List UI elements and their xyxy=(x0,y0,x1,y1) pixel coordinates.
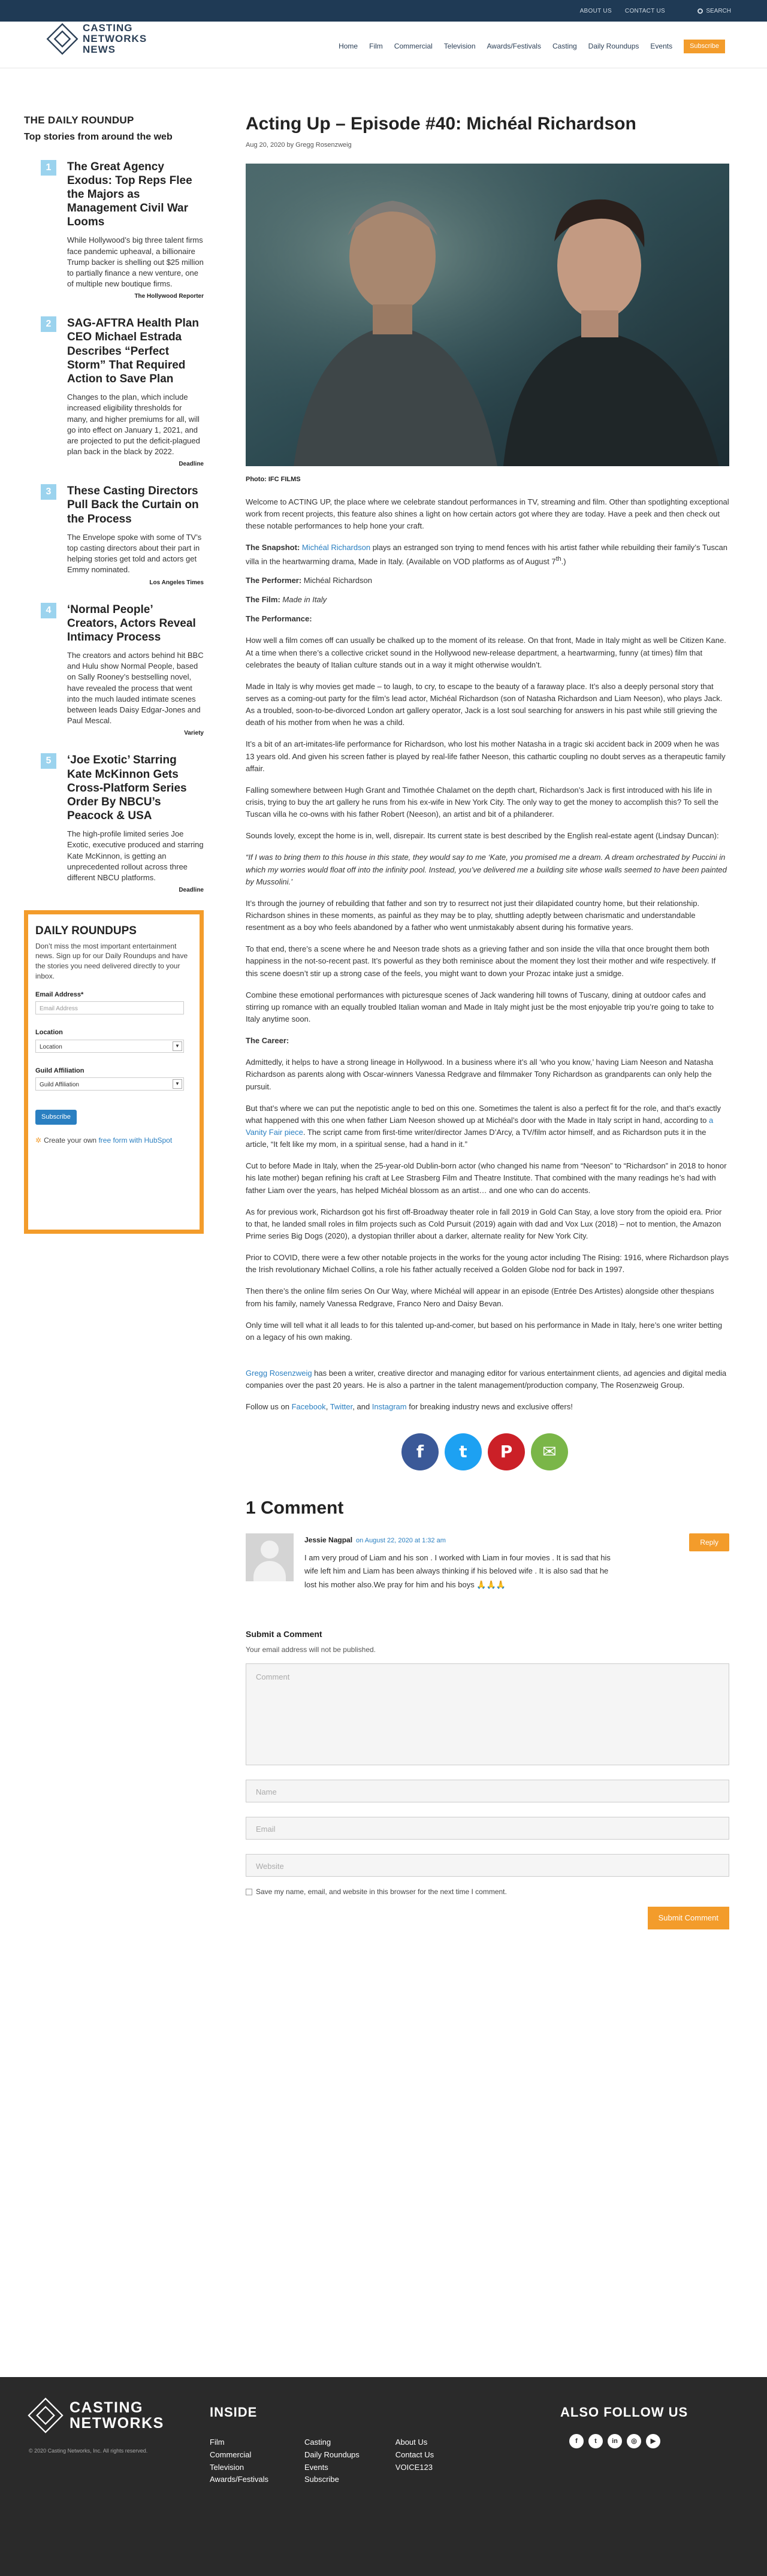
roundup-story xyxy=(24,753,204,895)
story-source: Variety xyxy=(184,730,204,737)
story-number: 2 xyxy=(41,316,56,332)
footer-inside-heading: INSIDE xyxy=(210,2405,258,2420)
top-utility-bar xyxy=(0,0,767,22)
guild-label: Guild Affiliation xyxy=(35,1067,84,1074)
performance-paragraph-1: How well a film comes off can usually be chalked up to the moment of its release. On that front, Made in Italy might as well be Citizen Kane. At a time when there’s a collective cricket sound in the Hollywood new-release department, a heartwarming, funny (at times) film that celebrates the beauty of Italian culture stands out in a way it might otherwise wouldn’t. xyxy=(246,636,726,669)
snapshot-text: plays an estranged son trying to mend fences with his artist father while rebuilding their family’s Tuscan villa in the heartwarming drama, Made in Italy. (Available on VOD platforms as of August 7 xyxy=(246,543,727,566)
performance-heading: The Performance: xyxy=(246,614,312,624)
signup-title: DAILY ROUNDUPS xyxy=(35,925,137,938)
career-paragraph-3: Cut to before Made in Italy, when the 25-year-old Dublin-born actor (who changed his name from “Neeson” to “Richardson” in 2018 to honor his late mother) began refining his craft at Lee Strasberg Film and Theatre Institute. That combined with the many readings he’s had with father Liam over the years, has helped Michéal blossom as an artist… and one who can do accents. xyxy=(246,1161,727,1195)
article xyxy=(246,113,729,1929)
guild-select[interactable] xyxy=(35,1077,184,1091)
nav-commercial[interactable]: Commercial xyxy=(394,42,433,51)
nav-home[interactable]: Home xyxy=(339,42,358,51)
story-summary: The high-profile limited series Joe Exotic, executive produced and starring Kate McKinnon, is getting an unprecedented rollout across three different NBCU platforms. xyxy=(67,829,204,882)
career-heading: The Career: xyxy=(246,1036,289,1046)
author-bio-text: has been a writer, creative director and managing editor for various entertainment clients, ad agencies and digital media companies over the past 20 years. He is also a partner in the talent management/production company, The Rosenzweig Group. xyxy=(246,1368,727,1390)
footer-link-commercial[interactable]: Commercial xyxy=(210,2450,252,2459)
linkedin-icon[interactable]: in xyxy=(608,2434,622,2448)
avatar xyxy=(246,1533,294,1581)
story-summary: The creators and actors behind hit BBC and Hulu show Normal People, based on Sally Rooney’s bestselling novel, have revealed the process that went into the much lauded intimate scenes between leads Daisy Edgar-Jones and Paul Mescal. xyxy=(67,651,204,726)
about-link[interactable]: ABOUT US xyxy=(579,8,612,14)
actor-link[interactable]: Michéal Richardson xyxy=(301,543,371,552)
footer-logo[interactable] xyxy=(29,2399,164,2432)
comment-form-heading: Submit a Comment xyxy=(246,1629,322,1639)
nav-awards[interactable]: Awards/Festivals xyxy=(487,42,541,51)
story-title[interactable]: ‘Normal People’ Creators, Actors Reveal Intimacy Process xyxy=(67,603,196,644)
search-label: SEARCH xyxy=(706,8,731,14)
roundup-story xyxy=(24,603,204,738)
performance-paragraph-5: Sounds lovely, except the home is in, well, disrepair. Its current state is best described by the English real-estate agent (Lindsay Duncan): xyxy=(246,831,719,841)
roundup-story xyxy=(24,484,204,587)
footer-column-1 xyxy=(210,2436,268,2486)
follow-text: Follow us on xyxy=(246,1402,292,1412)
sidebar xyxy=(24,113,204,1234)
article-intro: Welcome to ACTING UP, the place where we celebrate standout performances in TV, streaming and film. Other than spotlighting exceptional work from recent projects, this feature also shines a light on how certain actors got where they are today. Have a peek and then check out these notable performances to help hone your craft. xyxy=(246,497,729,531)
film-label: The Film: xyxy=(246,595,280,605)
snapshot-end: .) xyxy=(561,556,566,566)
footer-copyright: © 2020 Casting Networks, Inc. All rights reserved. xyxy=(29,2448,148,2454)
reply-button[interactable]: Reply xyxy=(689,1533,729,1551)
comment xyxy=(246,1533,729,1623)
article-photo xyxy=(246,164,729,466)
performance-paragraph-3: It’s a bit of an art-imitates-life performance for Richardson, who lost his mother Natasha in a tragic ski accident back in 2009 when he was 13 years old. And given his screen father is played by real-life father Neeson, this cathartic coupling no doubt serves as a therapeutic family affair. xyxy=(246,739,726,773)
story-source: Los Angeles Times xyxy=(149,579,204,586)
logo-line-2: NETWORKS xyxy=(83,32,147,44)
save-info-checkbox[interactable] xyxy=(246,1889,252,1895)
follow-and: , and xyxy=(352,1402,372,1412)
location-select[interactable] xyxy=(35,1040,184,1053)
career-paragraph-6: Then there’s the online film series On Our Way, where Michéal will appear in an episode (Entrée Des Artistes) alongside other thespians from his family, namely Vanessa Redgrave, Franco Nero and Daisy Bevan. xyxy=(246,1287,714,1308)
career-paragraph-5: Prior to COVID, there were a few other notable projects in the works for the young actor including The Rising: 1916, where Richardson plays the Irish revolutionary Michael Collins, a role his father actually received a Golden Globe nod for back in 1997. xyxy=(246,1253,729,1275)
facebook-share-icon[interactable]: f xyxy=(401,1433,439,1470)
performance-paragraph-6: It’s through the journey of rebuilding that father and son try to resurrect not just their dilapidated country home, but their relationship. Richardson shines in these moments, as painful as they may be to play, shuttling adeptly between charismatic and understandable resentment as a boy who feels abandoned by a father who went unmistakably absent during his formative years. xyxy=(246,898,700,932)
signup-text: Don’t miss the most important entertainment news. Sign up for our Daily Roundups and have the stories you need delivered directly to your inbox. xyxy=(35,941,188,981)
footer-link-television[interactable]: Television xyxy=(210,2462,244,2472)
guild-value: Guild Affiliation xyxy=(40,1082,79,1089)
comment-text: I am very proud of Liam and his son . I worked with Liam in four movies . It is sad that his wife left him and Liam has been always thinking if his beloved wife . It is also sad that he lost his mother also.We pray for him and his boys 🙏🙏🙏 xyxy=(304,1553,611,1589)
footer-inside xyxy=(210,2402,434,2486)
roundup-story xyxy=(24,160,204,301)
story-summary: The Envelope spoke with some of TV’s top casting directors about their part in helping stories get told and actors get Emmy nominated. xyxy=(67,532,202,575)
performer-label: The Performer: xyxy=(246,576,302,585)
nav-film[interactable]: Film xyxy=(369,42,383,51)
share-buttons xyxy=(401,1433,729,1470)
sidebar-heading: THE DAILY ROUNDUP xyxy=(24,114,134,126)
photo-credit: Photo: IFC FILMS xyxy=(246,475,301,483)
follow-line: Follow us on Facebook, Twitter, and Instagram for breaking industry news and exclusive offers! xyxy=(246,1402,573,1412)
author-bio xyxy=(246,1367,729,1391)
signup-subscribe-button[interactable]: Subscribe xyxy=(35,1110,77,1125)
site-header xyxy=(0,22,767,68)
save-info-checkbox-row xyxy=(246,1886,729,1897)
footer-follow xyxy=(560,2402,688,2448)
search-icon xyxy=(697,8,703,14)
career-paragraph-1: Admittedly, it helps to have a strong lineage in Hollywood. In a business where it’s all ‘who you know,’ having Liam Neeson and Natasha Richardson as parents along with Oscar-winners Vanessa Redgrave and filmmaker Tony Richardson as grandparents can only help the pursuit. xyxy=(246,1058,714,1091)
sidebar-subheading: Top stories from around the web xyxy=(24,131,173,142)
pinterest-share-icon[interactable]: P xyxy=(488,1433,525,1470)
story-number: 5 xyxy=(41,753,56,769)
story-title[interactable]: The Great Agency Exodus: Top Reps Flee the Majors as Management Civil War Looms xyxy=(67,160,192,229)
roundup-story xyxy=(24,316,204,469)
logo-mark-icon xyxy=(47,23,78,55)
story-title[interactable]: These Casting Directors Pull Back the Curtain on the Process xyxy=(67,485,199,526)
story-source: The Hollywood Reporter xyxy=(134,293,204,300)
performance-paragraph-2: Made in Italy is why movies get made – to laugh, to cry, to escape to the beauty of a faraway place. It’s also a deeply personal story that serves as a coming-out party for the film’s lead actor, Michéal Richardson (son of Natasha Richardson and Liam Neeson), who plays Jack. As a troubled, soon-to-be-divorced London art gallery operator, Jack is a lost soul searching for answers in his past while still grieving the death of his mother from when he was a child. xyxy=(246,681,723,727)
location-label: Location xyxy=(35,1029,63,1037)
facebook-link[interactable]: Facebook xyxy=(291,1402,326,1412)
twitter-share-icon[interactable]: t xyxy=(445,1433,482,1470)
footer-link-contact[interactable]: Contact Us xyxy=(395,2450,434,2459)
hubspot-text: Create your own xyxy=(44,1136,99,1144)
follow-text-end: for breaking industry news and exclusive offers! xyxy=(406,1402,573,1412)
story-title[interactable]: SAG-AFTRA Health Plan CEO Michael Estrada Describes “Perfect Storm” That Required Action to Save Plan xyxy=(67,317,199,385)
story-source: Deadline xyxy=(179,887,204,894)
story-summary: Changes to the plan, which include increased eligibility thresholds for many, and higher premiums for all, will go into effect on January 1, 2021, and are projected to put the deficit-plagued plan back in the black by 2022. xyxy=(67,392,200,457)
footer-link-casting[interactable]: Casting xyxy=(304,2438,331,2447)
twitter-icon[interactable]: t xyxy=(588,2434,603,2448)
submit-comment-button[interactable]: Submit Comment xyxy=(648,1907,729,1929)
footer-link-voice123[interactable]: VOICE123 xyxy=(395,2462,433,2472)
quote-text: “If I was to bring them to this house in this state, they would say to me ‘Kate, you promised me a dream. A dream orchestrated by Puccini in which my worries would float off into the infinity pool. Instead, you’ve delivered me a building site whose walls seemed to have been painted by Mussolini.’ xyxy=(246,853,727,886)
logo-line-1: CASTING xyxy=(83,22,133,34)
story-title[interactable]: ‘Joe Exotic’ Starring Kate McKinnon Gets Cross-Platform Series Order By NBCU’s Peacock & USA xyxy=(67,754,187,823)
film-name: Made in Italy xyxy=(282,595,327,605)
article-meta: Aug 20, 2020 by Gregg Rosenzweig xyxy=(246,141,352,149)
nav-television[interactable]: Television xyxy=(443,42,476,51)
comment-meta xyxy=(304,1535,446,1546)
article-title: Acting Up – Episode #40: Michéal Richardson xyxy=(246,114,636,134)
footer-link-awards[interactable]: Awards/Festivals xyxy=(210,2475,269,2484)
comment-author: Jessie Nagpal xyxy=(304,1536,353,1545)
story-number: 3 xyxy=(41,484,56,500)
footer-logo-line-2: NETWORKS xyxy=(70,2415,164,2432)
footer-link-subscribe[interactable]: Subscribe xyxy=(304,2475,339,2484)
hubspot-link[interactable]: free form with HubSpot xyxy=(98,1136,173,1144)
performer-line xyxy=(246,575,729,587)
footer-link-daily-roundups[interactable]: Daily Roundups xyxy=(304,2450,360,2459)
performer-name: Michéal Richardson xyxy=(303,576,372,585)
story-number: 1 xyxy=(41,160,56,176)
vanity-fair-link[interactable]: a Vanity Fair piece xyxy=(246,1115,714,1137)
search-toggle[interactable] xyxy=(697,7,731,16)
snapshot-label: The Snapshot: xyxy=(246,543,300,552)
career-p2-start: But that’s where we can put the nepotistic angle to bed on this one. Sometimes the talent is also a perfect fit for the role, and that’s exactly what happened with this one when father Liam Neeson showed up at Michéal’s door with the Made in Italy script in hand, according to xyxy=(246,1103,721,1125)
performance-paragraph-8: Combine these emotional performances with picturesque scenes of Jack wandering hill towns of Tuscany, dining at outdoor cafes and stirring up romance with an equally troubled Italian woman and Made in Italy might just be the most enjoyable trip you’re going to take to Italy anytime soon. xyxy=(246,990,714,1023)
newsletter-signup xyxy=(24,910,204,1234)
instagram-link[interactable]: Instagram xyxy=(372,1402,407,1412)
twitter-link[interactable]: Twitter xyxy=(330,1402,353,1412)
contact-link[interactable]: CONTACT US xyxy=(624,8,665,14)
name-field[interactable]: Name xyxy=(246,1780,729,1802)
facebook-icon[interactable]: f xyxy=(569,2434,584,2448)
footer-follow-heading: ALSO FOLLOW US xyxy=(560,2405,689,2420)
career-paragraph-2 xyxy=(246,1103,729,1151)
site-logo[interactable] xyxy=(48,23,147,55)
location-value: Location xyxy=(40,1043,62,1050)
save-info-label: Save my name, email, and website in this browser for the next time I comment. xyxy=(256,1888,507,1896)
hubspot-icon: ✲ xyxy=(35,1136,42,1144)
comment-form-note: Your email address will not be published. xyxy=(246,1645,376,1654)
comment-textarea[interactable]: Comment xyxy=(246,1663,729,1765)
career-paragraph-7: Only time will tell what it all leads to for this talented up-and-comer, but based on his performance in Made in Italy, here’s one writer betting on a legacy of his own making. xyxy=(246,1320,723,1342)
footer-column-3 xyxy=(395,2436,434,2486)
snapshot-paragraph xyxy=(246,542,729,567)
performance-paragraph-7: To that end, there’s a scene where he and Neeson trade shots as a grieving father and son inside the villa that once brought them both happiness in the not-so-recent past. It’s powerful as they both reminisce about the moment they lost their mother and wife respectively. If this scene doesn’t stir up a strong case of the feels, you might want to down your Prozac intake just a smidge. xyxy=(246,944,716,978)
subscribe-button[interactable]: Subscribe xyxy=(684,40,725,53)
footer-link-film[interactable]: Film xyxy=(210,2438,225,2447)
author-link[interactable]: Gregg Rosenzweig xyxy=(246,1368,312,1378)
chevron-down-icon: ▼ xyxy=(173,1079,182,1089)
performance-paragraph-4: Falling somewhere between Hugh Grant and Timothée Chalamet on the depth chart, Richardson’s Jack is first introduced with his life in crisis, trying to buy the art gallery he runs from his ex-wife in New York City. The only way to get the money to accomplish this? To sell the Tuscan villa he co-owns with his father Robert (Neeson), an artist and bit of a philanderer. xyxy=(246,785,719,819)
website-field[interactable]: Website xyxy=(246,1854,729,1877)
site-footer xyxy=(0,2377,767,2576)
email-field[interactable]: Email xyxy=(246,1817,729,1840)
snapshot-superscript: th xyxy=(555,555,561,563)
comments-heading: 1 Comment xyxy=(246,1498,344,1518)
footer-link-about[interactable]: About Us xyxy=(395,2438,428,2447)
email-label: Email Address* xyxy=(35,990,84,998)
footer-logo-mark-icon xyxy=(28,2397,63,2433)
career-paragraph-4: As for previous work, Richardson got his first off-Broadway theater role in fall 2019 in Gold Can Stay, a love story from the opioid era. Prior to that, he landed small roles in film projects such as Cold Pursuit (2019) again with dad and Vox Lux (2018) – not to mention, the Amazon Prime series Big Dogs (2020), a dystopian thriller about a darker, alternate reality for New York City. xyxy=(246,1207,722,1240)
email-share-icon[interactable]: ✉ xyxy=(531,1433,568,1470)
performance-quote xyxy=(246,851,729,887)
logo-line-3: NEWS xyxy=(83,43,116,55)
story-number: 4 xyxy=(41,603,56,618)
footer-link-events[interactable]: Events xyxy=(304,2462,328,2472)
email-field[interactable]: Email Address xyxy=(35,1001,184,1014)
footer-logo-line-1: CASTING xyxy=(70,2399,143,2416)
film-line xyxy=(246,594,729,606)
story-source: Deadline xyxy=(179,461,204,468)
hubspot-note xyxy=(35,1136,192,1145)
film-still-image xyxy=(246,164,729,466)
career-p2-end: . The script came from first-time writer/director James D’Arcy, a TV/film actor himself, and as Richardson puts it in the article, “It felt like my mom, in a spiritual sense, had a hand in it.” xyxy=(246,1127,706,1149)
chevron-down-icon: ▼ xyxy=(173,1041,182,1051)
story-summary: While Hollywood’s big three talent firms face pandemic upheaval, a billionaire Trump backer is shelling out $25 million to partially finance a new venture, one of multiple new boutique firms. xyxy=(67,235,204,289)
instagram-icon[interactable]: ◎ xyxy=(627,2434,641,2448)
nav-events[interactable]: Events xyxy=(650,42,673,51)
youtube-icon[interactable]: ▶ xyxy=(646,2434,660,2448)
nav-daily-roundups[interactable]: Daily Roundups xyxy=(588,42,639,51)
footer-column-2 xyxy=(304,2436,360,2486)
nav-casting[interactable]: Casting xyxy=(552,42,577,51)
comment-date[interactable]: on August 22, 2020 at 1:32 am xyxy=(356,1537,446,1545)
main-nav xyxy=(339,40,725,53)
